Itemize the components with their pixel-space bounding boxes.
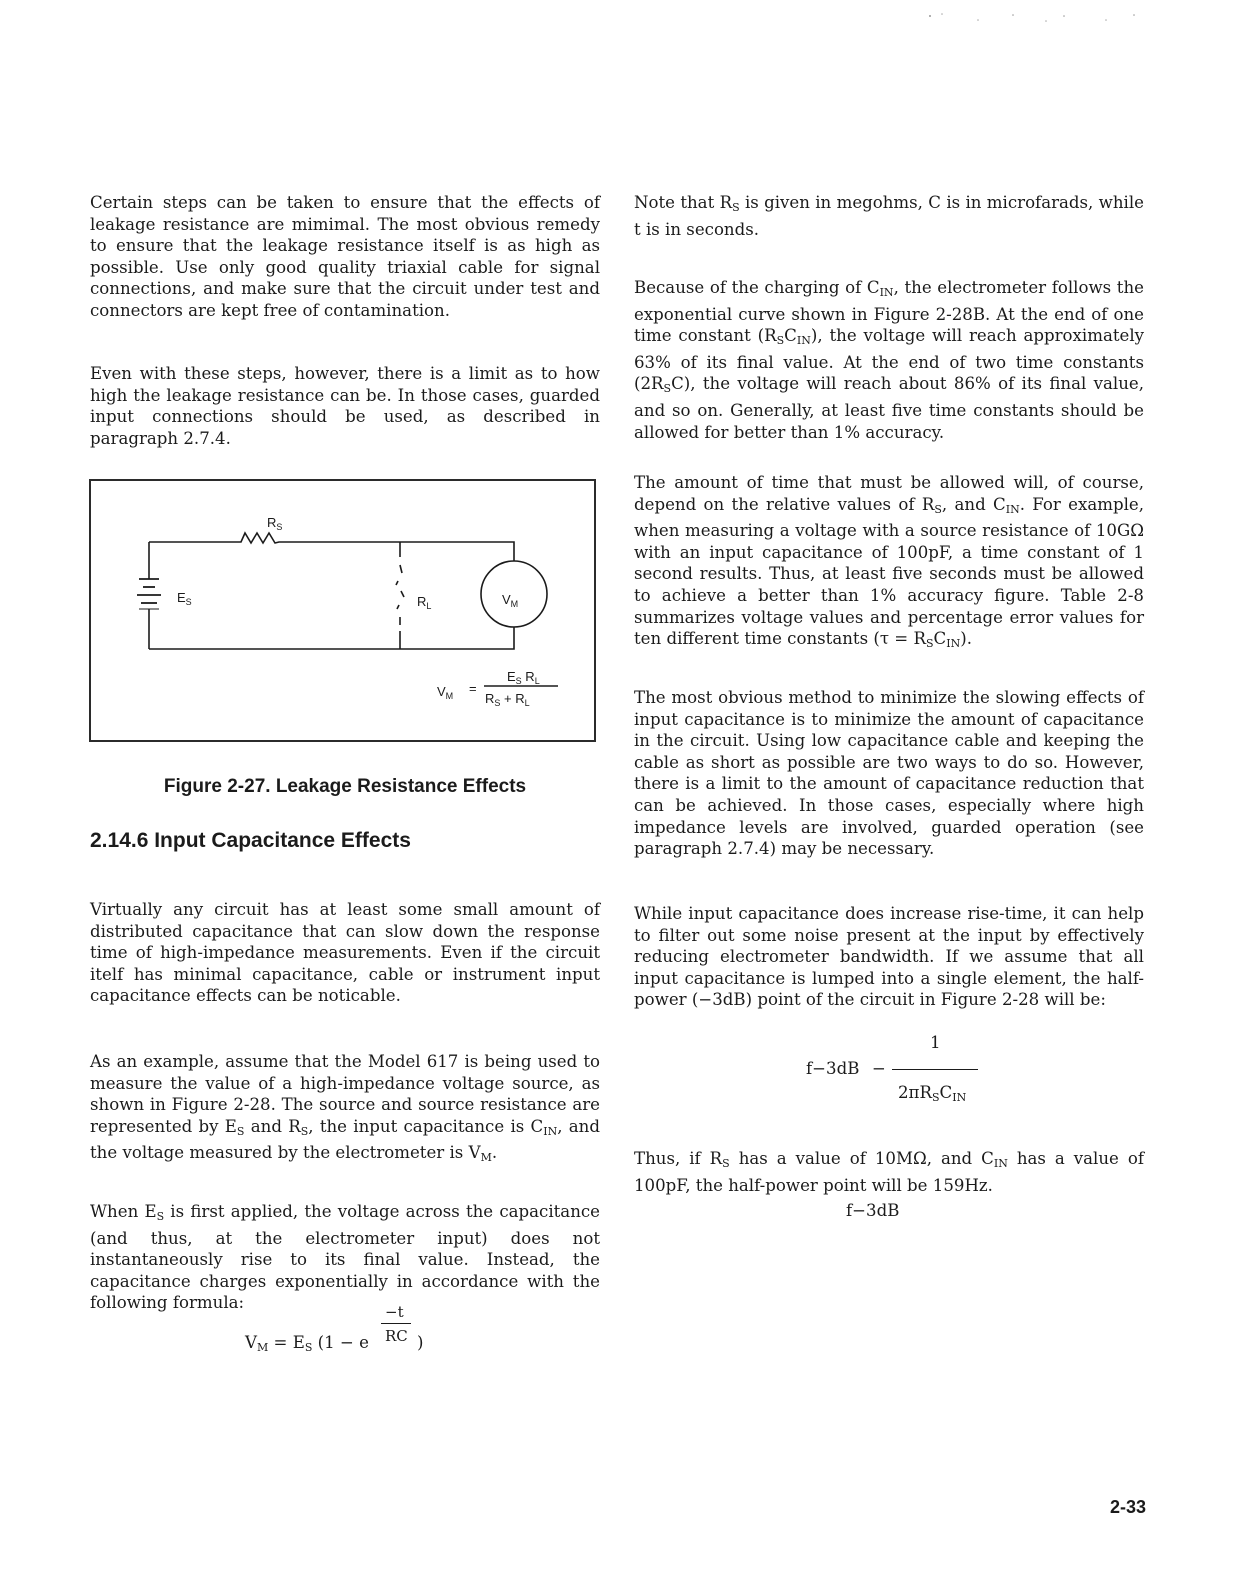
leakage-circuit-diagram <box>91 481 594 740</box>
vm-formula <box>245 1303 485 1365</box>
capacitance-paragraph-3: When $E_S$ is first applied, the voltage across the capacitance (and thus, at the electrometer input) does not instantaneously rise to its final value. Instead, the capacitance charges exponentially in accordance with the following formula: <box>90 1202 600 1313</box>
f3db-fraction-bar <box>892 1069 978 1070</box>
time-allowed-paragraph: The amount of time that must be allowed will, of course, depend on the relative values of $R_S$, and $C_{IN}$. For example, when measuring a voltage with a source resistance of 10GΩ with an input capacitance of 100pF, a time constant of 1 second results. Thus, at least five seconds must be allowed to achieve a better than 1% accuracy figure. Table 2-8 summarizes voltage values and percentage error values for ten different time constants $(\tau = R_SC_{IN})$. <box>634 473 1144 651</box>
page-number: 2-33 <box>1109 1497 1146 1517</box>
capacitance-paragraph-1: Virtually any circuit has at least some small amount of distributed capacitance that can slow down the response time of high-impedance measurements. Even if the circuit itelf has minimal capacitance, cable or instrument input capacitance effects can be noticable. <box>90 900 600 1006</box>
section-heading: 2.14.6 Input Capacitance Effects <box>90 829 411 852</box>
equation-lhs: $V_M$ <box>437 684 454 701</box>
vm-label: $V_M$ <box>502 592 519 609</box>
f3db-numerator: 1 <box>930 1033 941 1052</box>
note-paragraph: Note that $R_S$ is given in megohms, C is in microfarads, while t is in seconds. <box>634 193 1144 239</box>
f3db-operator: − <box>872 1059 886 1078</box>
es-label: $E_S$ <box>177 590 192 607</box>
leakage-paragraph-1: Certain steps can be taken to ensure that the effects of leakage resistance are mimimal. The most obvious remedy to ensure that the leakage resistance itself is as high as possible. Use only good quality triaxial cable for signal connections, and make sure that the circuit under test and connectors are kept free of contamination. <box>90 193 600 320</box>
rise-time-paragraph: While input capacitance does increase rise-time, it can help to filter out some noise present at the input by effectively reducing electrometer bandwidth. If we assume that all input capacitance is lumped into a single element, the half-power (−3dB) point of the circuit in Figure 2-28 will be: <box>634 904 1144 1010</box>
equation-denominator: $R_S + R_L$ <box>485 691 530 708</box>
scan-speckles <box>918 10 1138 24</box>
half-power-paragraph: Thus, if $R_S$ has a value of 10MΩ, and $C_{IN}$ has a value of 100pF, the half-power point will be 159Hz. <box>634 1149 1144 1195</box>
charging-paragraph: Because of the charging of $C_{IN}$, the electrometer follows the exponential curve shown in Figure 2-28B. At the end of one time constant $(R_SC_{IN})$, the voltage will reach approximately 63% of its final value. At the end of two time constants $(2R_SC)$, the voltage will reach about 86% of its final value, and so on. Generally, at least five time constants should be allowed for better than 1% accuracy. <box>634 278 1145 442</box>
leakage-resistor-icon <box>396 565 404 625</box>
rl-label: $R_L$ <box>417 594 432 611</box>
battery-icon <box>137 579 161 609</box>
f3db-formula <box>634 1032 1144 1112</box>
exponent-denominator: RC <box>385 1327 408 1345</box>
voltmeter-icon <box>481 561 547 627</box>
exponent-fraction-bar <box>381 1323 411 1324</box>
f3db-trailing-label: f−3dB <box>846 1201 900 1220</box>
f3db-denominator: $2\pi R_SC_{IN}$ <box>898 1083 967 1104</box>
exponent-numerator: −t <box>385 1303 404 1321</box>
rs-label: $R_S$ <box>267 515 283 532</box>
figure-caption: Figure 2-27. Leakage Resistance Effects <box>163 776 527 797</box>
minimize-capacitance-paragraph: The most obvious method to minimize the slowing effects of input capacitance is to minimize the amount of capacitance in the circuit. Using low capacitance cable and keeping the cable as short as possible are two ways to do so. However, there is a limit to the amount of capacitance reduction that can be achieved. In those cases, especially where high impedance levels are involved, guarded operation (see paragraph 2.7.4) may be necessary. <box>634 688 1144 859</box>
capacitance-paragraph-2: As an example, assume that the Model 617 is being used to measure the value of a high-impedance voltage source, as shown in Figure 2-28. The source and source resistance are represented by $E_S$ and $R_S$, the input capacitance is $C_{IN}$, and the voltage measured by the electrometer is $V_M$. <box>90 1052 600 1165</box>
formula-close-paren: ) <box>417 1333 424 1352</box>
leakage-resistance-figure <box>89 479 596 742</box>
leakage-paragraph-2: Even with these steps, however, there is a limit as to how high the leakage resistance can be. In those cases, guarded input connections should be used, as described in paragraph 2.7.4. <box>90 364 600 448</box>
equation-equals: = <box>469 681 477 696</box>
f3db-lhs: f−3dB <box>806 1059 860 1078</box>
equation-numerator: $E_S$ $R_L$ <box>507 669 540 686</box>
vm-formula-body: $V_M = E_S$ (1 − e <box>245 1333 369 1354</box>
